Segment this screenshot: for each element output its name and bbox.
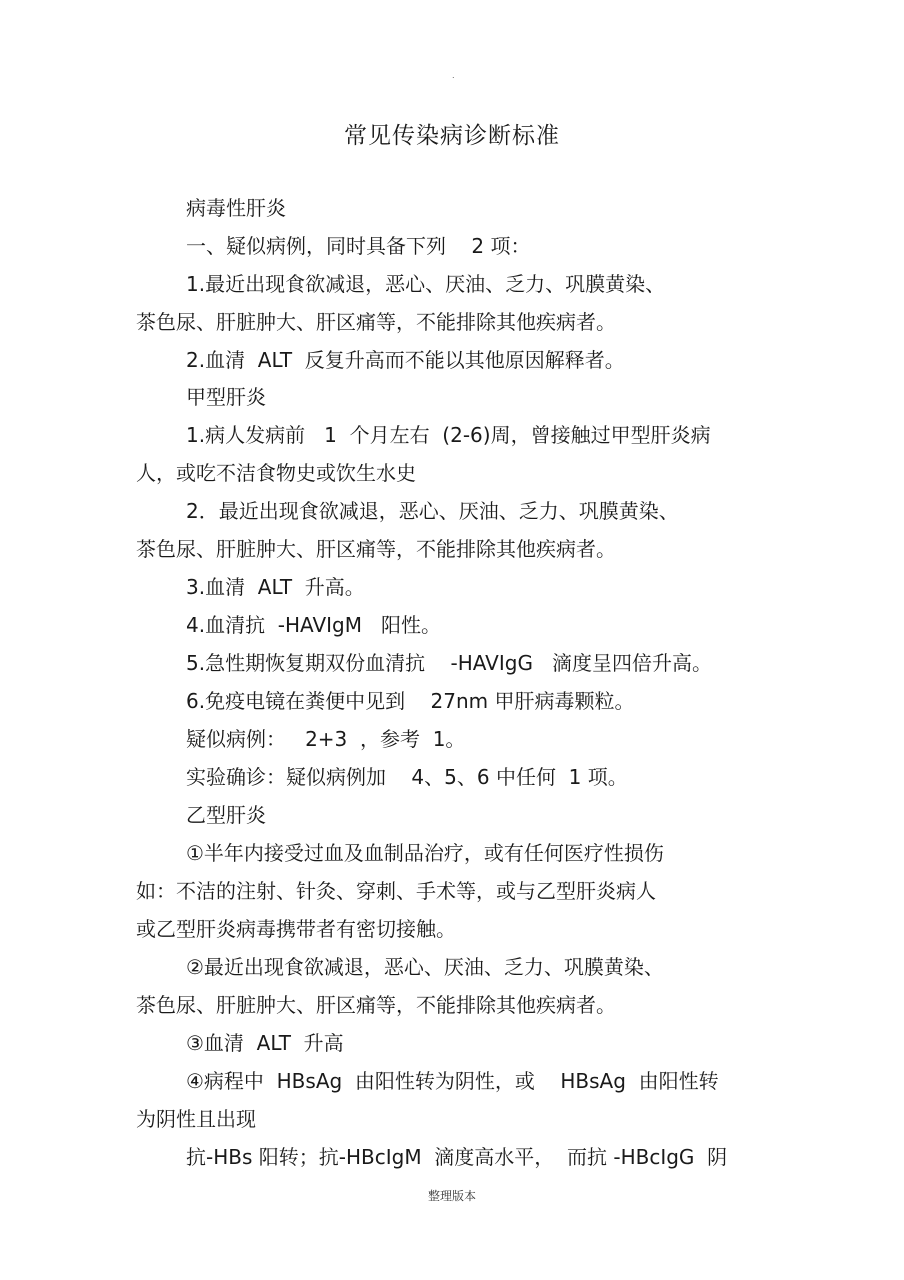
paragraph-line: ①半年内接受过血及血制品治疗，或有任何医疗性损伤 — [186, 841, 664, 865]
paragraph-line: 或乙型肝炎病毒携带者有密切接触。 — [136, 917, 456, 941]
paragraph-line: 疑似病例： 2+3 ，参考 1。 — [186, 727, 466, 751]
paragraph-line: ④病程中 HBsAg 由阳性转为阴性，或 HBsAg 由阳性转 — [186, 1069, 719, 1093]
paragraph-line: 为阴性且出现 — [136, 1107, 256, 1131]
paragraph-line: 一、疑似病例，同时具备下列 2 项： — [186, 234, 531, 258]
paragraph-line: ②最近出现食欲减退，恶心、厌油、乏力、巩膜黄染、 — [186, 955, 664, 979]
paragraph-line: 抗-HBs 阳转；抗-HBcIgM 滴度高水平， 而抗 -HBcIgG 阴 — [186, 1145, 728, 1169]
paragraph-line: 茶色尿、肝脏肿大、肝区痛等，不能排除其他疾病者。 — [136, 310, 616, 334]
paragraph-line: 2．最近出现食欲减退，恶心、厌油、乏力、巩膜黄染、 — [186, 499, 679, 523]
paragraph-line: 3.血清 ALT 升高。 — [186, 575, 365, 599]
section-heading-viral-hepatitis: 病毒性肝炎 — [186, 196, 286, 220]
paragraph-line: 茶色尿、肝脏肿大、肝区痛等，不能排除其他疾病者。 — [136, 537, 616, 561]
paragraph-line: 6.免疫电镜在粪便中见到 27nm 甲肝病毒颗粒。 — [186, 689, 635, 713]
paragraph-line: 2.血清 ALT 反复升高而不能以其他原因解释者。 — [186, 348, 625, 372]
paragraph-line: 如：不洁的注射、针灸、穿刺、手术等，或与乙型肝炎病人 — [136, 879, 656, 903]
paragraph-line: 茶色尿、肝脏肿大、肝区痛等，不能排除其他疾病者。 — [136, 993, 616, 1017]
page-title: 常见传染病诊断标准 — [344, 123, 560, 149]
header-mark: . — [452, 71, 455, 80]
paragraph-line: 1.最近出现食欲减退，恶心、厌油、乏力、巩膜黄染、 — [186, 272, 666, 296]
paragraph-line: 4.血清抗 -HAVIgM 阳性。 — [186, 613, 442, 637]
paragraph-line: 5.急性期恢复期双份血清抗 -HAVIgG 滴度呈四倍升高。 — [186, 651, 713, 675]
page-footer: 整理版本 — [427, 1189, 476, 1203]
paragraph-line: ③血清 ALT 升高 — [186, 1031, 344, 1055]
section-heading-hepatitis-b: 乙型肝炎 — [186, 803, 266, 827]
section-heading-hepatitis-a: 甲型肝炎 — [186, 385, 266, 409]
paragraph-line: 实验确诊：疑似病例加 4、5、6 中任何 1 项。 — [186, 765, 628, 789]
paragraph-line: 人，或吃不洁食物史或饮生水史 — [136, 461, 416, 485]
paragraph-line: 1.病人发病前 1 个月左右 (2-6)周，曾接触过甲型肝炎病 — [186, 423, 711, 447]
